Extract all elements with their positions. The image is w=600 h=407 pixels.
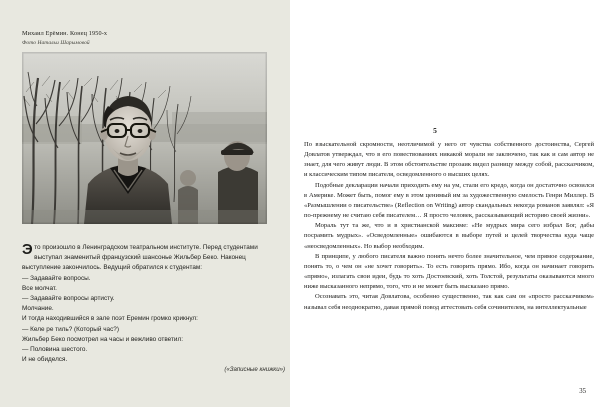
dropcap-letter: Э [22, 241, 33, 258]
photo-caption-title: Михаил Ерёмин. Конец 1950-х [22, 30, 108, 37]
anecdote-line: Жильбер Беко посмотрел на часы и вежливо ответил: [22, 335, 183, 343]
anecdote-line: И не обиделся. [22, 356, 68, 364]
body-paragraph: Подобные декларации начали приходить ему на ум, стали его кредо, когда он достаточно освоился в Америке. Может быть, помог ему в этом ценимый им за художественную смелость Генри Миллер. В «Размышлении о писательстве» (Reflection on Writing) автор скандальных некогда романов заявлял: «Я по-прежнему не считаю себя писателем… Я просто человек, рассказывающий историю своей жизни». [304, 181, 594, 220]
anecdote-line: — Задавайте вопросы. [22, 274, 91, 282]
photo-caption-credit: Фото Натальи Шарымовой [22, 40, 90, 46]
anecdote-line: — Задавайте вопросы артисту. [22, 295, 115, 303]
photograph-image [22, 52, 267, 224]
photo-caption [22, 30, 262, 47]
anecdote-line: И тогда находившийся в зале поэт Еремин громко крикнул: [22, 315, 198, 323]
anecdote-line: Молчание. [22, 305, 54, 313]
body-paragraph: По взыскательной скромности, неотличимой у него от чувства собственного достоинства, Сергей Довлатов утверждал, что в его повествованиях никакой морали не заключено, так как и сам автор не знает, для чего живут люди. В этом обстоятельстве прозаик видел разницу между собой, рассказчиком, и классическим типом писателя, осведомленного о высших целях. [304, 141, 594, 179]
body-paragraph: Осознавать это, читая Довлатова, особенно существенно, так как сам он «просто рассказчиком» называл себя неоднократно, давая прямой повод аттестовать себя сочинителем, на интеллектуальные [304, 293, 594, 311]
anecdote-text [22, 243, 285, 376]
left-page [0, 0, 290, 407]
section-number: 5 [433, 126, 437, 135]
body-paragraph: Мораль тут та же, что и в христианской максиме: «Не мудрых мира сего избрал Бог, дабы посрамить мудрых». «Осведомленные» ошибаются в выборе путей и целей творчества куда чаще «неосведомленных». Но выбор необходим. [304, 222, 594, 250]
anecdote-opening-text: то произошло в Ленинградском театральном институте. Перед студентами выступал знаменитый французский шансонье Жильбер Беко. Наконец выступление закончилось. Ведущий обратился к студентам: [22, 244, 258, 272]
anecdote-attribution: («Записные книжки») [224, 366, 285, 374]
page-number: 35 [579, 388, 586, 395]
anecdote-line: — Половина шестого. [22, 346, 88, 354]
anecdote-opening-paragraph [22, 243, 285, 274]
anecdote-line: — Келе ре тиль? (Который час?) [22, 325, 119, 333]
body-paragraph: В принципе, у любого писателя важно понять нечто более значительное, чем прямое содержание, понять то, о чем он «не хочет говорить». То есть говорить прямо. Ибо, когда он начинает говорить «прямо», излагать свои идеи, будь то хоть Достоевский, хоть Толстой, результаты оказываются много ниже высказанного непрямо, того, что и не может быть высказано прямо. [304, 252, 594, 291]
body-text [304, 140, 594, 313]
photograph [22, 52, 267, 224]
right-page [290, 0, 600, 407]
anecdote-line: Все молчат. [22, 284, 57, 292]
